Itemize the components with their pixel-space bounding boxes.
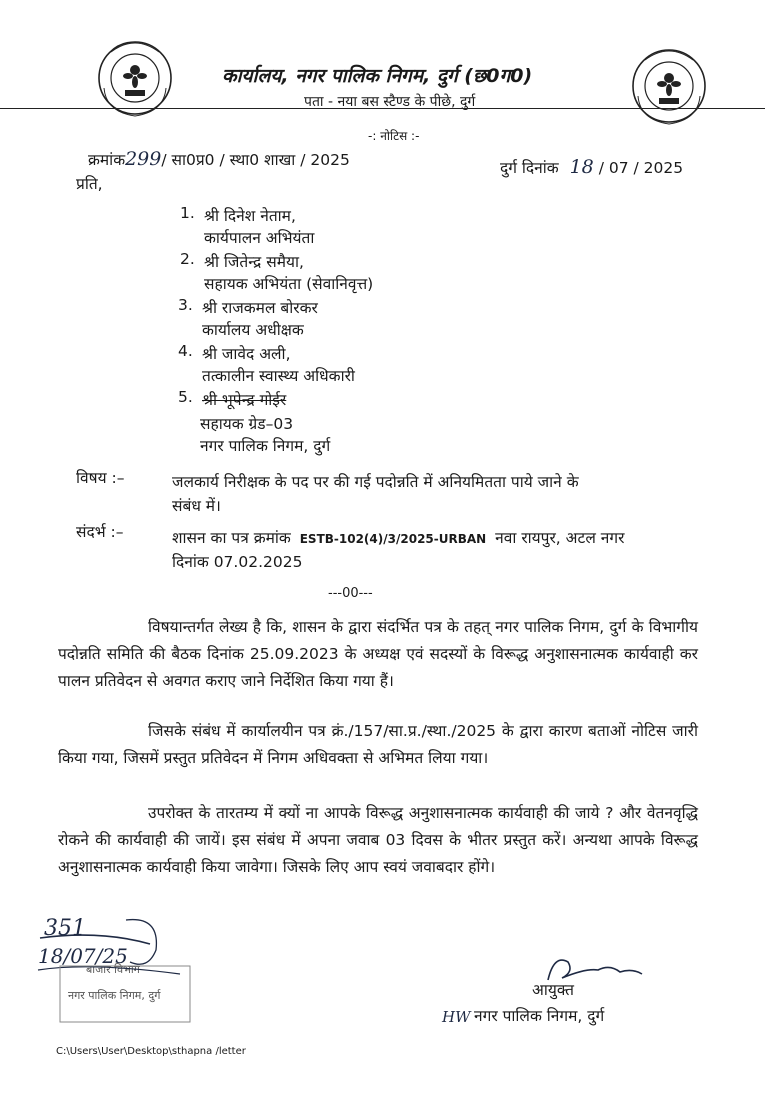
- stamp-line2: नगर पालिक निगम, दुर्ग: [68, 989, 161, 1002]
- subject-line2: संबंध में।: [172, 497, 221, 515]
- recipient-4-designation: तत्कालीन स्वास्थ्य अधिकारी: [202, 367, 355, 385]
- recipient-2-designation: सहायक अभियंता (सेवानिवृत्त): [204, 275, 374, 293]
- recipient-5-office: नगर पालिक निगम, दुर्ग: [200, 437, 331, 455]
- divider: ---00---: [328, 586, 373, 601]
- recipient-5-designation: सहायक ग्रेड–03: [200, 415, 294, 433]
- right-municipal-seal-icon: [630, 40, 708, 132]
- office-address: पता - नया बस स्टैण्ड के पीछे, दुर्ग: [304, 94, 476, 110]
- office-title: कार्यालय, नगर पालिक निगम, दुर्ग (छ0ग0): [222, 65, 533, 87]
- recipient-5-num: 5.: [178, 388, 193, 406]
- subject-label: विषय :–: [76, 469, 125, 487]
- signature-hw-mark: HW: [442, 1008, 471, 1026]
- recipient-3-num: 3.: [178, 296, 193, 314]
- recipient-4-name: श्री जावेद अली,: [202, 345, 291, 363]
- sandarbh-text-b: नवा रायपुर, अटल नगर: [495, 529, 625, 547]
- kramank-label: क्रमांक: [88, 151, 126, 169]
- recipient-1-num: 1.: [180, 204, 195, 222]
- notice-label: -: नोटिस :-: [368, 129, 420, 143]
- prati-label: प्रति,: [76, 175, 103, 193]
- reference-line: [88, 148, 350, 170]
- recipient-1-name: श्री दिनेश नेताम,: [204, 207, 296, 225]
- stamp-number: 351: [44, 916, 86, 941]
- sandarbh-line1: [172, 526, 624, 548]
- date-rest: / 07 / 2025: [598, 159, 684, 177]
- signatory-title: आयुक्त: [532, 981, 574, 999]
- sandarbh-label: संदर्भ :–: [76, 523, 124, 541]
- kramank-rest: / सा0प्र0 / स्था0 शाखा / 2025: [161, 151, 350, 169]
- recipient-2-num: 2.: [180, 250, 195, 268]
- signatory-org: नगर पालिक निगम, दुर्ग: [474, 1007, 605, 1025]
- recipient-4-num: 4.: [178, 342, 193, 360]
- footer-file-path: C:\Users\User\Desktop\sthapna /letter: [56, 1046, 246, 1057]
- recipient-5-name: श्री भूपेन्द्र गोईर: [202, 391, 287, 409]
- date-line: [500, 156, 683, 178]
- recipient-1-designation: कार्यपालन अभियंता: [204, 229, 315, 247]
- stamp-date: 18/07/25: [38, 944, 128, 968]
- subject-line1: जलकार्य निरीक्षक के पद पर की गई पदोन्नति में अनियमितता पाये जाने के: [172, 473, 579, 491]
- recipient-3-name: श्री राजकमल बोरकर: [202, 299, 318, 317]
- body-paragraph-3: [58, 800, 698, 881]
- body-paragraph-2-text: जिसके संबंध में कार्यालयीन पत्र क्रं./157/सा.प्र./स्था./2025 के द्वारा कारण बताओं नोटिस जारी किया गया, जिसमें प्रस्तुत प्रतिवेदन में निगम अधिवक्ता से अभिमत लिया गया।: [58, 722, 698, 767]
- kramank-number: 299: [125, 148, 162, 170]
- body-paragraph-1: [58, 614, 698, 695]
- stamp-line1: बाजार विभाग: [86, 963, 140, 976]
- header-rule: [0, 108, 765, 109]
- sandarbh-text-a: शासन का पत्र क्रमांक: [172, 529, 291, 547]
- recipient-3-designation: कार्यालय अधीक्षक: [202, 321, 304, 339]
- recipient-2-name: श्री जितेन्द्र समैया,: [204, 253, 304, 271]
- body-paragraph-3-text: उपरोक्त के तारतम्य में क्यों ना आपके विरूद्ध अनुशासनात्मक कार्यवाही की जाये ? और वेतनवृद्धि रोकने की कार्यवाही की जायें। इस संबंध में अपना जवाब 03 दिवस के भीतर प्रस्तुत करें। अन्यथा आपके विरूद्ध अनुशासनात्मक कार्यवाही किया जावेगा। जिसके लिए आप स्वयं जवाबदार होंगे।: [58, 804, 698, 876]
- left-municipal-seal-icon: [96, 32, 174, 124]
- body-paragraph-1-text: विषयान्तर्गत लेख्य है कि, शासन के द्वारा संदर्भित पत्र के तहत् नगर पालिक निगम, दुर्ग के विभागीय पदोन्नति समिति की बैठक दिनांक 25.09.2023 के अध्यक्ष एवं सदस्यों के विरूद्ध अनुशासनात्मक कार्यवाही कर पालन प्रतिवेदन से अवगत कराए जाने निर्देशित किया गया हैं।: [58, 618, 698, 690]
- received-stamp-scribble-icon: [30, 910, 210, 1030]
- sandarbh-line2: दिनांक 07.02.2025: [172, 553, 303, 571]
- sandarbh-code: ESTB-102(4)/3/2025-URBAN: [299, 532, 487, 546]
- body-paragraph-2: [58, 718, 698, 772]
- date-day: 18: [569, 156, 594, 178]
- date-label: दुर्ग दिनांक: [500, 159, 559, 177]
